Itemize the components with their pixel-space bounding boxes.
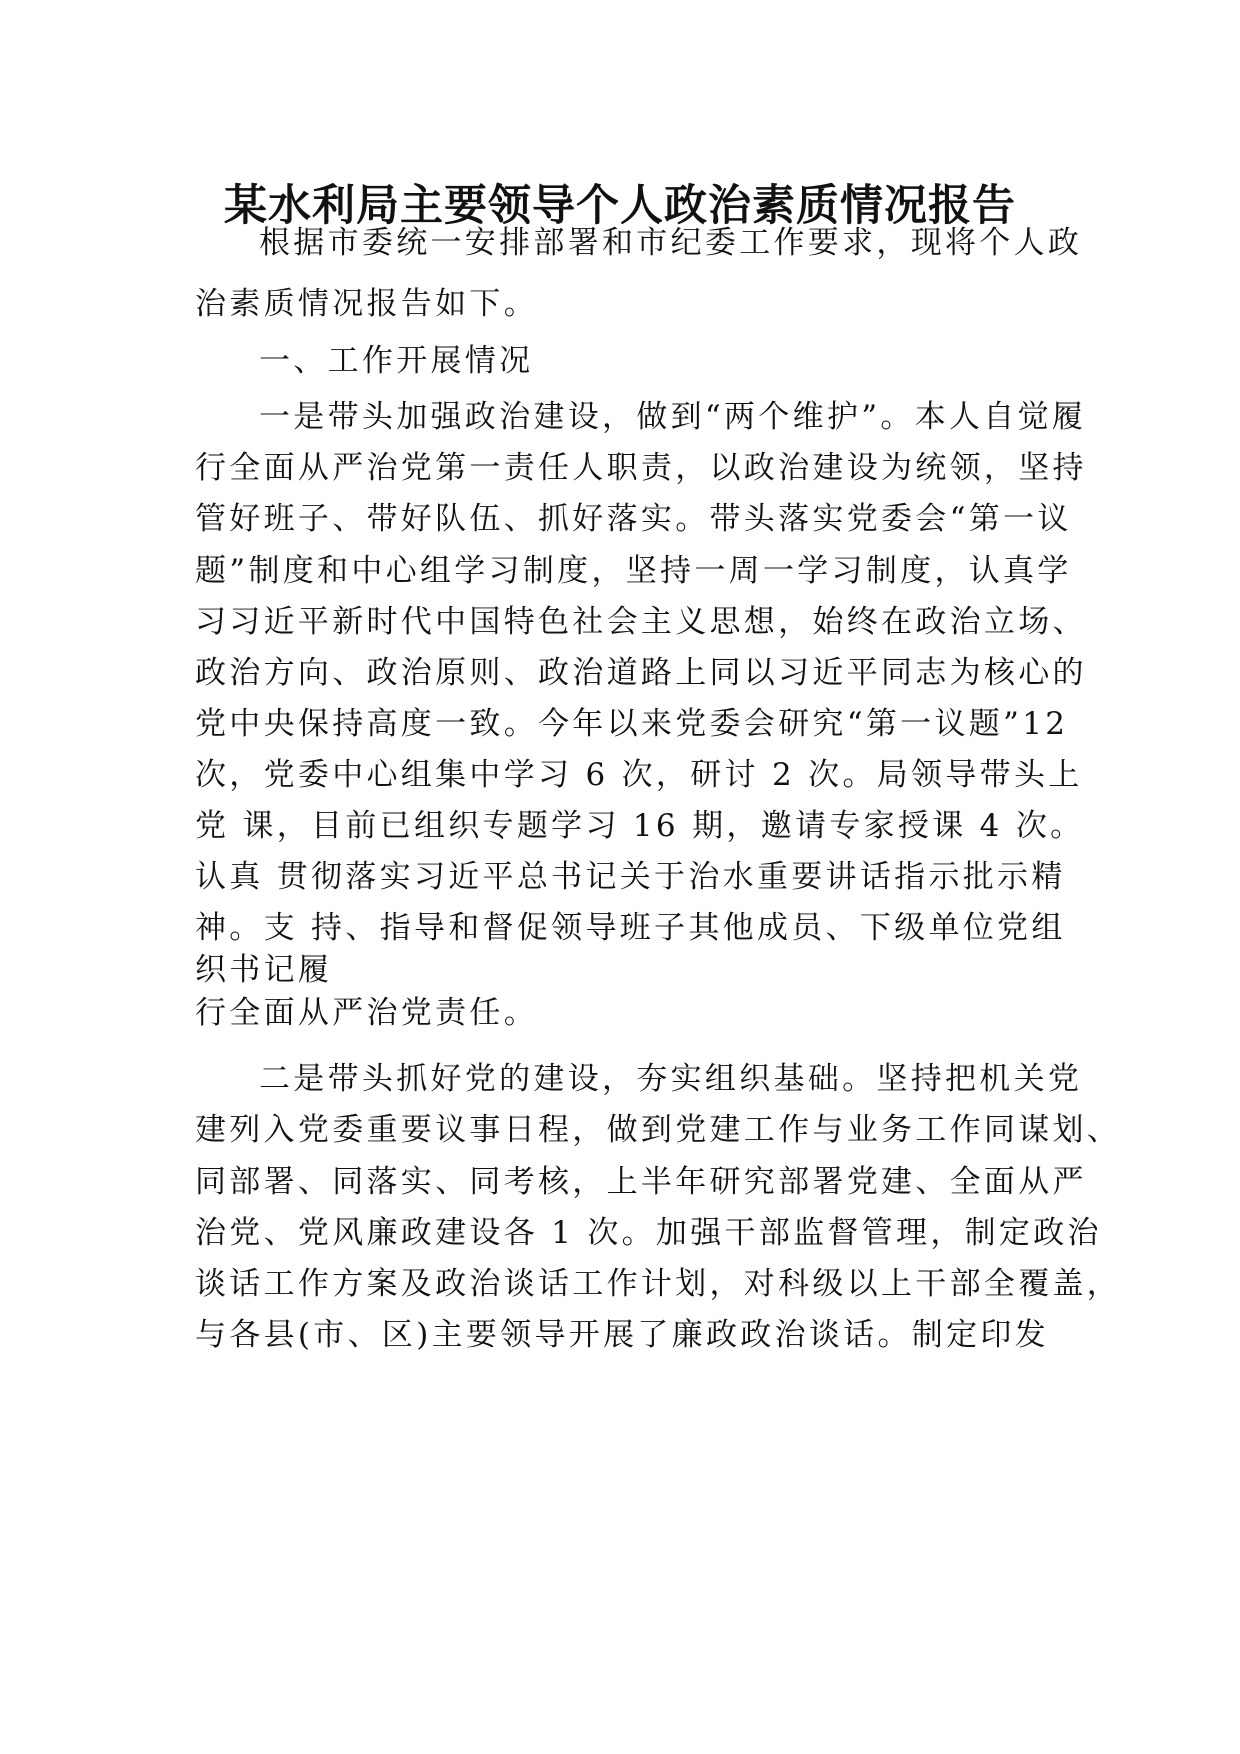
paragraph-line: 党中央保持高度一致。今年以来党委会研究“第一议题”12: [195, 706, 1069, 742]
section-heading: 一、工作开展情况: [259, 343, 534, 379]
paragraph-line: 织书记履: [195, 952, 333, 988]
paragraph-line: 认真 贯彻落实习近平总书记关于治水重要讲话指示批示精: [195, 859, 1066, 895]
paragraph-line: 二是带头抓好党的建设，夯实组织基础。坚持把机关党: [259, 1061, 1083, 1097]
paragraph-line: 神。支 持、指导和督促领导班子其他成员、下级单位党组: [195, 910, 1066, 946]
paragraph-line: 党 课，目前已组织专题学习 16 期，邀请专家授课 4 次。: [195, 808, 1085, 844]
paragraph-line: 治党、党风廉政建设各 1 次。加强干部监督管理，制定政治: [195, 1215, 1102, 1251]
paragraph-line: 次，党委中心组集中学习 6 次，研讨 2 次。局领导带头上: [195, 757, 1083, 793]
paragraph-line: 同部署、同落实、同考核，上半年研究部署党建、全面从严: [195, 1164, 1087, 1200]
paragraph-line: 习习近平新时代中国特色社会主义思想，始终在政治立场、: [195, 604, 1087, 640]
intro-line: 治素质情况报告如下。: [195, 286, 538, 322]
paragraph-line: 建列入党委重要议事日程，做到党建工作与业务工作同谋划、: [195, 1112, 1122, 1148]
paragraph-line: 政治方向、政治原则、政治道路上同以习近平同志为核心的: [195, 655, 1087, 691]
paragraph-line: 管好班子、带好队伍、抓好落实。带头落实党委会“第一议: [195, 501, 1072, 537]
paragraph-line: 一是带头加强政治建设，做到“两个维护”。本人自觉履: [259, 399, 1087, 435]
paragraph-line: 与各县(市、区)主要领导开展了廉政政治谈话。制定印发: [195, 1317, 1049, 1353]
intro-line: 根据市委统一安排部署和市纪委工作要求，现将个人政: [259, 225, 1083, 261]
paragraph-line: 行全面从严治党第一责任人职责，以政治建设为统领，坚持: [195, 450, 1087, 486]
document-title: 某水利局主要领导个人政治素质情况报告: [224, 181, 1016, 231]
paragraph-line: 题”制度和中心组学习制度，坚持一周一学习制度，认真学: [195, 553, 1072, 589]
paragraph-line: 谈话工作方案及政治谈话工作计划，对科级以上干部全覆盖，: [195, 1266, 1122, 1302]
paragraph-line: 行全面从严治党责任。: [195, 995, 538, 1031]
